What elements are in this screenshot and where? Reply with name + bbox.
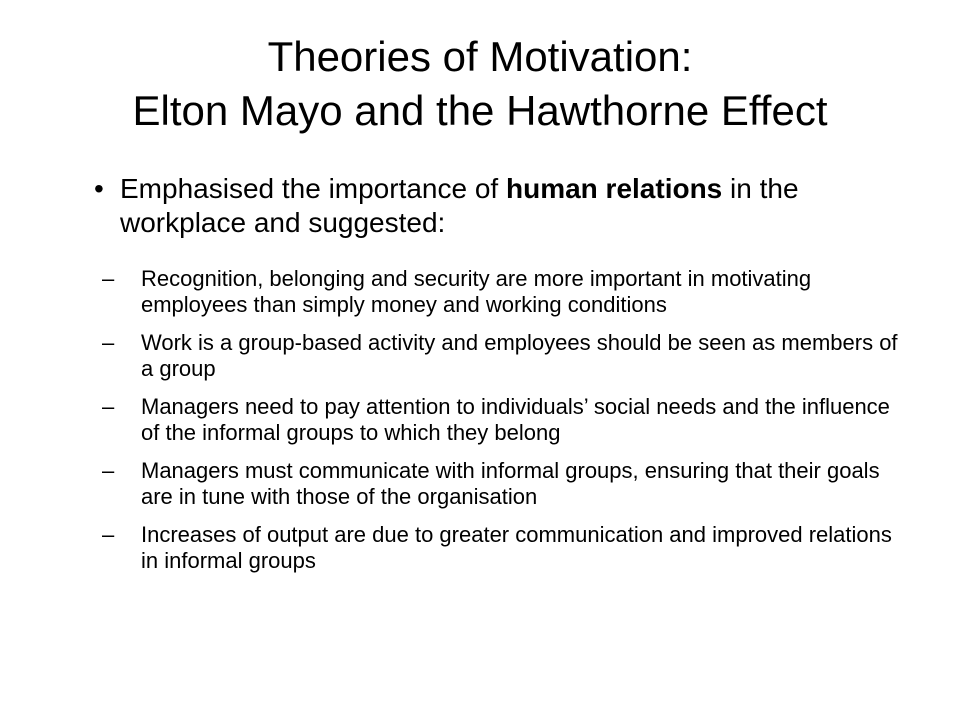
sub-point-list: [72, 266, 912, 574]
sub-point-marker: –: [102, 394, 115, 419]
main-bullet-text-after: in the workplace and suggested:: [120, 173, 799, 238]
title-line-2: Elton Mayo and the Hawthorne Effect: [132, 87, 828, 134]
sub-point: [72, 522, 912, 574]
sub-point-marker: –: [102, 266, 115, 291]
sub-point: [72, 266, 912, 318]
sub-point: [72, 458, 912, 510]
sub-point-marker: –: [102, 330, 115, 355]
title-line-1: Theories of Motivation:: [267, 33, 693, 80]
sub-point-marker: –: [102, 522, 115, 547]
main-bullet-bold-text: human relations: [505, 173, 723, 204]
bullet-marker: •: [94, 173, 104, 204]
sub-point-text: Managers need to pay attention to individuals’ social needs and the influence of the informal groups to which they belong: [141, 394, 890, 445]
sub-point-text: Increases of output are due to greater communication and improved relations in informal groups: [141, 522, 892, 573]
sub-point: [72, 330, 912, 382]
main-bullet: [72, 172, 912, 240]
main-bullet-text-before: Emphasised the importance of: [120, 173, 506, 204]
sub-point-text: Managers must communicate with informal groups, ensuring that their goals are in tune with those of the organisation: [141, 458, 880, 509]
sub-point: [72, 394, 912, 446]
sub-point-marker: –: [102, 458, 115, 483]
slide-title: [0, 30, 960, 138]
sub-point-text: Work is a group-based activity and employees should be seen as members of a group: [141, 330, 898, 381]
slide-content: [72, 172, 912, 586]
sub-point-text: Recognition, belonging and security are more important in motivating employees than simply money and working conditions: [141, 266, 812, 317]
